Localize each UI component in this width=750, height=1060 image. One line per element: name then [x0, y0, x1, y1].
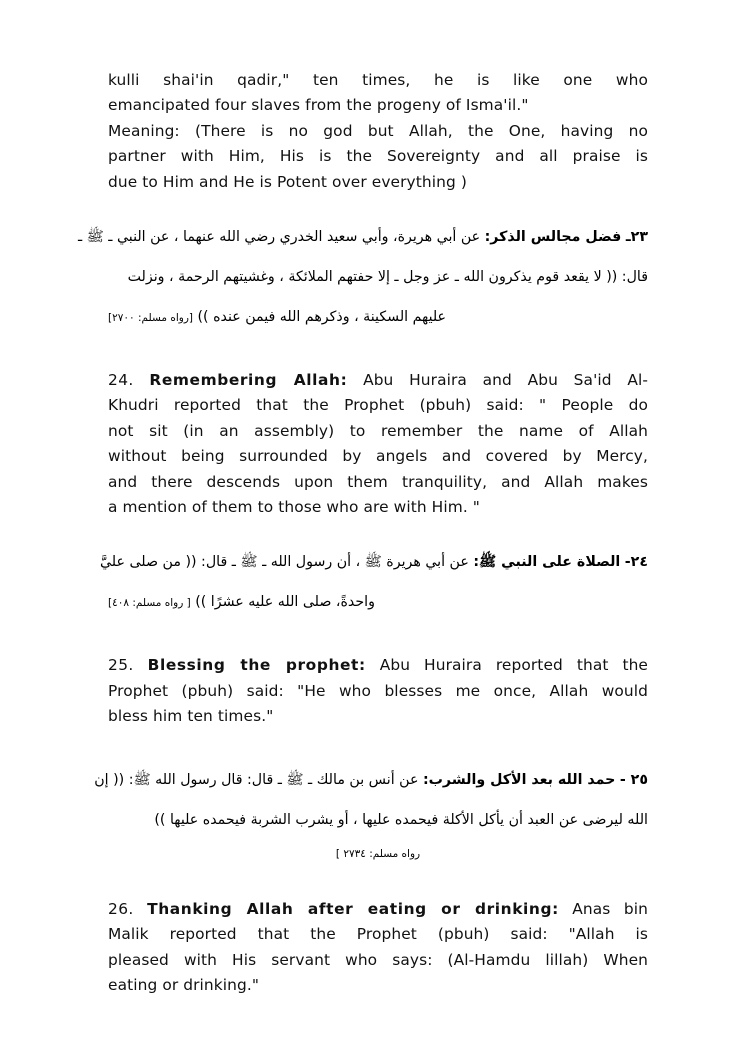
text-line: kulli shai'in qadir," ten times, he is like one who: [108, 71, 648, 89]
arabic-heading: حمد الله بعد الأكل والشرب:: [422, 771, 616, 788]
arabic-reference: [ رواه مسلم: ٤٠٨]: [108, 597, 191, 610]
text-line: [108, 897, 648, 922]
text-line: and there descends upon them tranquility, and Allah makes: [108, 472, 648, 491]
text-line: not sit (in an assembly) to remember the name of Allah: [108, 421, 648, 440]
text-line: [108, 653, 648, 678]
text-line: a mention of them to those who are with Him. ": [108, 498, 480, 517]
text-run: Abu Huraira and Abu Sa'id Al-: [363, 371, 649, 390]
text-line: Khudri reported that the Prophet (pbuh) said: " People do: [108, 396, 648, 415]
spacer: [108, 730, 648, 760]
text-line: Meaning: (There is no god but Allah, the One, having no: [108, 121, 648, 140]
arabic-hadith-25: [94, 760, 648, 867]
arabic-text: عليهم السكينة ، وذكرهم الله فيمن عنده )): [197, 309, 447, 326]
arabic-line: [77, 217, 648, 257]
text-line: Prophet (pbuh) said: "He who blesses me once, Allah would: [108, 681, 648, 700]
arabic-hadith-24: [99, 542, 648, 623]
item-number: 25.: [108, 656, 134, 675]
item-title: Remembering Allah:: [149, 371, 348, 390]
arabic-reference: رواه مسلم: ٢٧٣٤ ]: [335, 847, 421, 860]
arabic-hadith-23: [77, 217, 648, 338]
arabic-heading: الصلاة على النبي ﷺ:: [473, 554, 621, 571]
paragraph-english-26: [108, 897, 648, 999]
spacer: [108, 623, 648, 653]
text-line: emancipated four slaves from the progeny of Isma'il.": [108, 96, 529, 115]
arabic-line: [108, 582, 648, 623]
text-line: eating or drinking.": [108, 975, 260, 994]
page-content: [77, 68, 649, 998]
arabic-reference: [رواه مسلم: ٢٧٠٠]: [108, 312, 193, 325]
arabic-heading: فضل مجالس الذكر:: [484, 229, 622, 246]
arabic-line: [108, 297, 648, 338]
item-number: 24.: [108, 371, 134, 390]
arabic-line: قال: (( لا يقعد قوم يذكرون الله ـ عز وجل ـ إلا حفتهم الملائكة ، وغشيتهم الرحمة ، ونزلت: [127, 269, 648, 286]
item-title: Blessing the prophet:: [147, 656, 366, 675]
spacer: [108, 195, 648, 217]
text-line: without being surrounded by angels and covered by Mercy,: [108, 447, 648, 466]
spacer: [108, 867, 648, 897]
arabic-item-number: ٢٣ـ: [625, 229, 648, 246]
text-line: [108, 368, 648, 393]
text-line: pleased with His servant who says: (Al-Hamdu lillah) When: [108, 950, 648, 969]
arabic-text: عن أبي هريرة ﷺ ، أن رسول الله ـ ﷺ ـ قال: (( من صلى عليَّ: [99, 554, 469, 571]
arabic-item-number: ٢٤-: [624, 554, 648, 571]
text-line: Malik reported that the Prophet (pbuh) said: "Allah is: [108, 925, 648, 944]
arabic-text: عن أنس بن مالك ـ ﷺ ـ قال: قال رسول الله ﷺ: (( إن: [94, 771, 419, 788]
item-title: Thanking Allah after eating or drinking:: [147, 899, 559, 918]
spacer: [108, 338, 648, 368]
text-run: Abu Huraira reported that the: [379, 656, 649, 675]
text-run: Anas bin: [572, 899, 648, 918]
text-line: due to Him and He is Potent over everything ): [108, 172, 467, 191]
paragraph-intro-english: [108, 68, 648, 195]
arabic-text: عن أبي هريرة، وأبي سعيد الخدري رضي الله عنهما ، عن النبي ـ ﷺ ـ: [77, 229, 481, 246]
spacer: [108, 520, 648, 542]
arabic-line: الله ليرضى عن العبد أن يأكل الأكلة فيحمده عليها ، أو يشرب الشربة فيحمده عليها )): [154, 811, 648, 828]
arabic-item-number: ٢٥ -: [619, 771, 648, 788]
arabic-line: [94, 760, 648, 800]
text-line: bless him ten times.": [108, 707, 274, 726]
arabic-text: واحدةً، صلى الله عليه عشرًا )): [195, 594, 375, 611]
paragraph-english-24: [108, 368, 648, 520]
arabic-line: [99, 542, 648, 582]
item-number: 26.: [108, 899, 134, 918]
text-line: partner with Him, His is the Sovereignty and all praise is: [108, 147, 648, 166]
arabic-line: [108, 840, 648, 867]
paragraph-english-25: [108, 653, 648, 729]
